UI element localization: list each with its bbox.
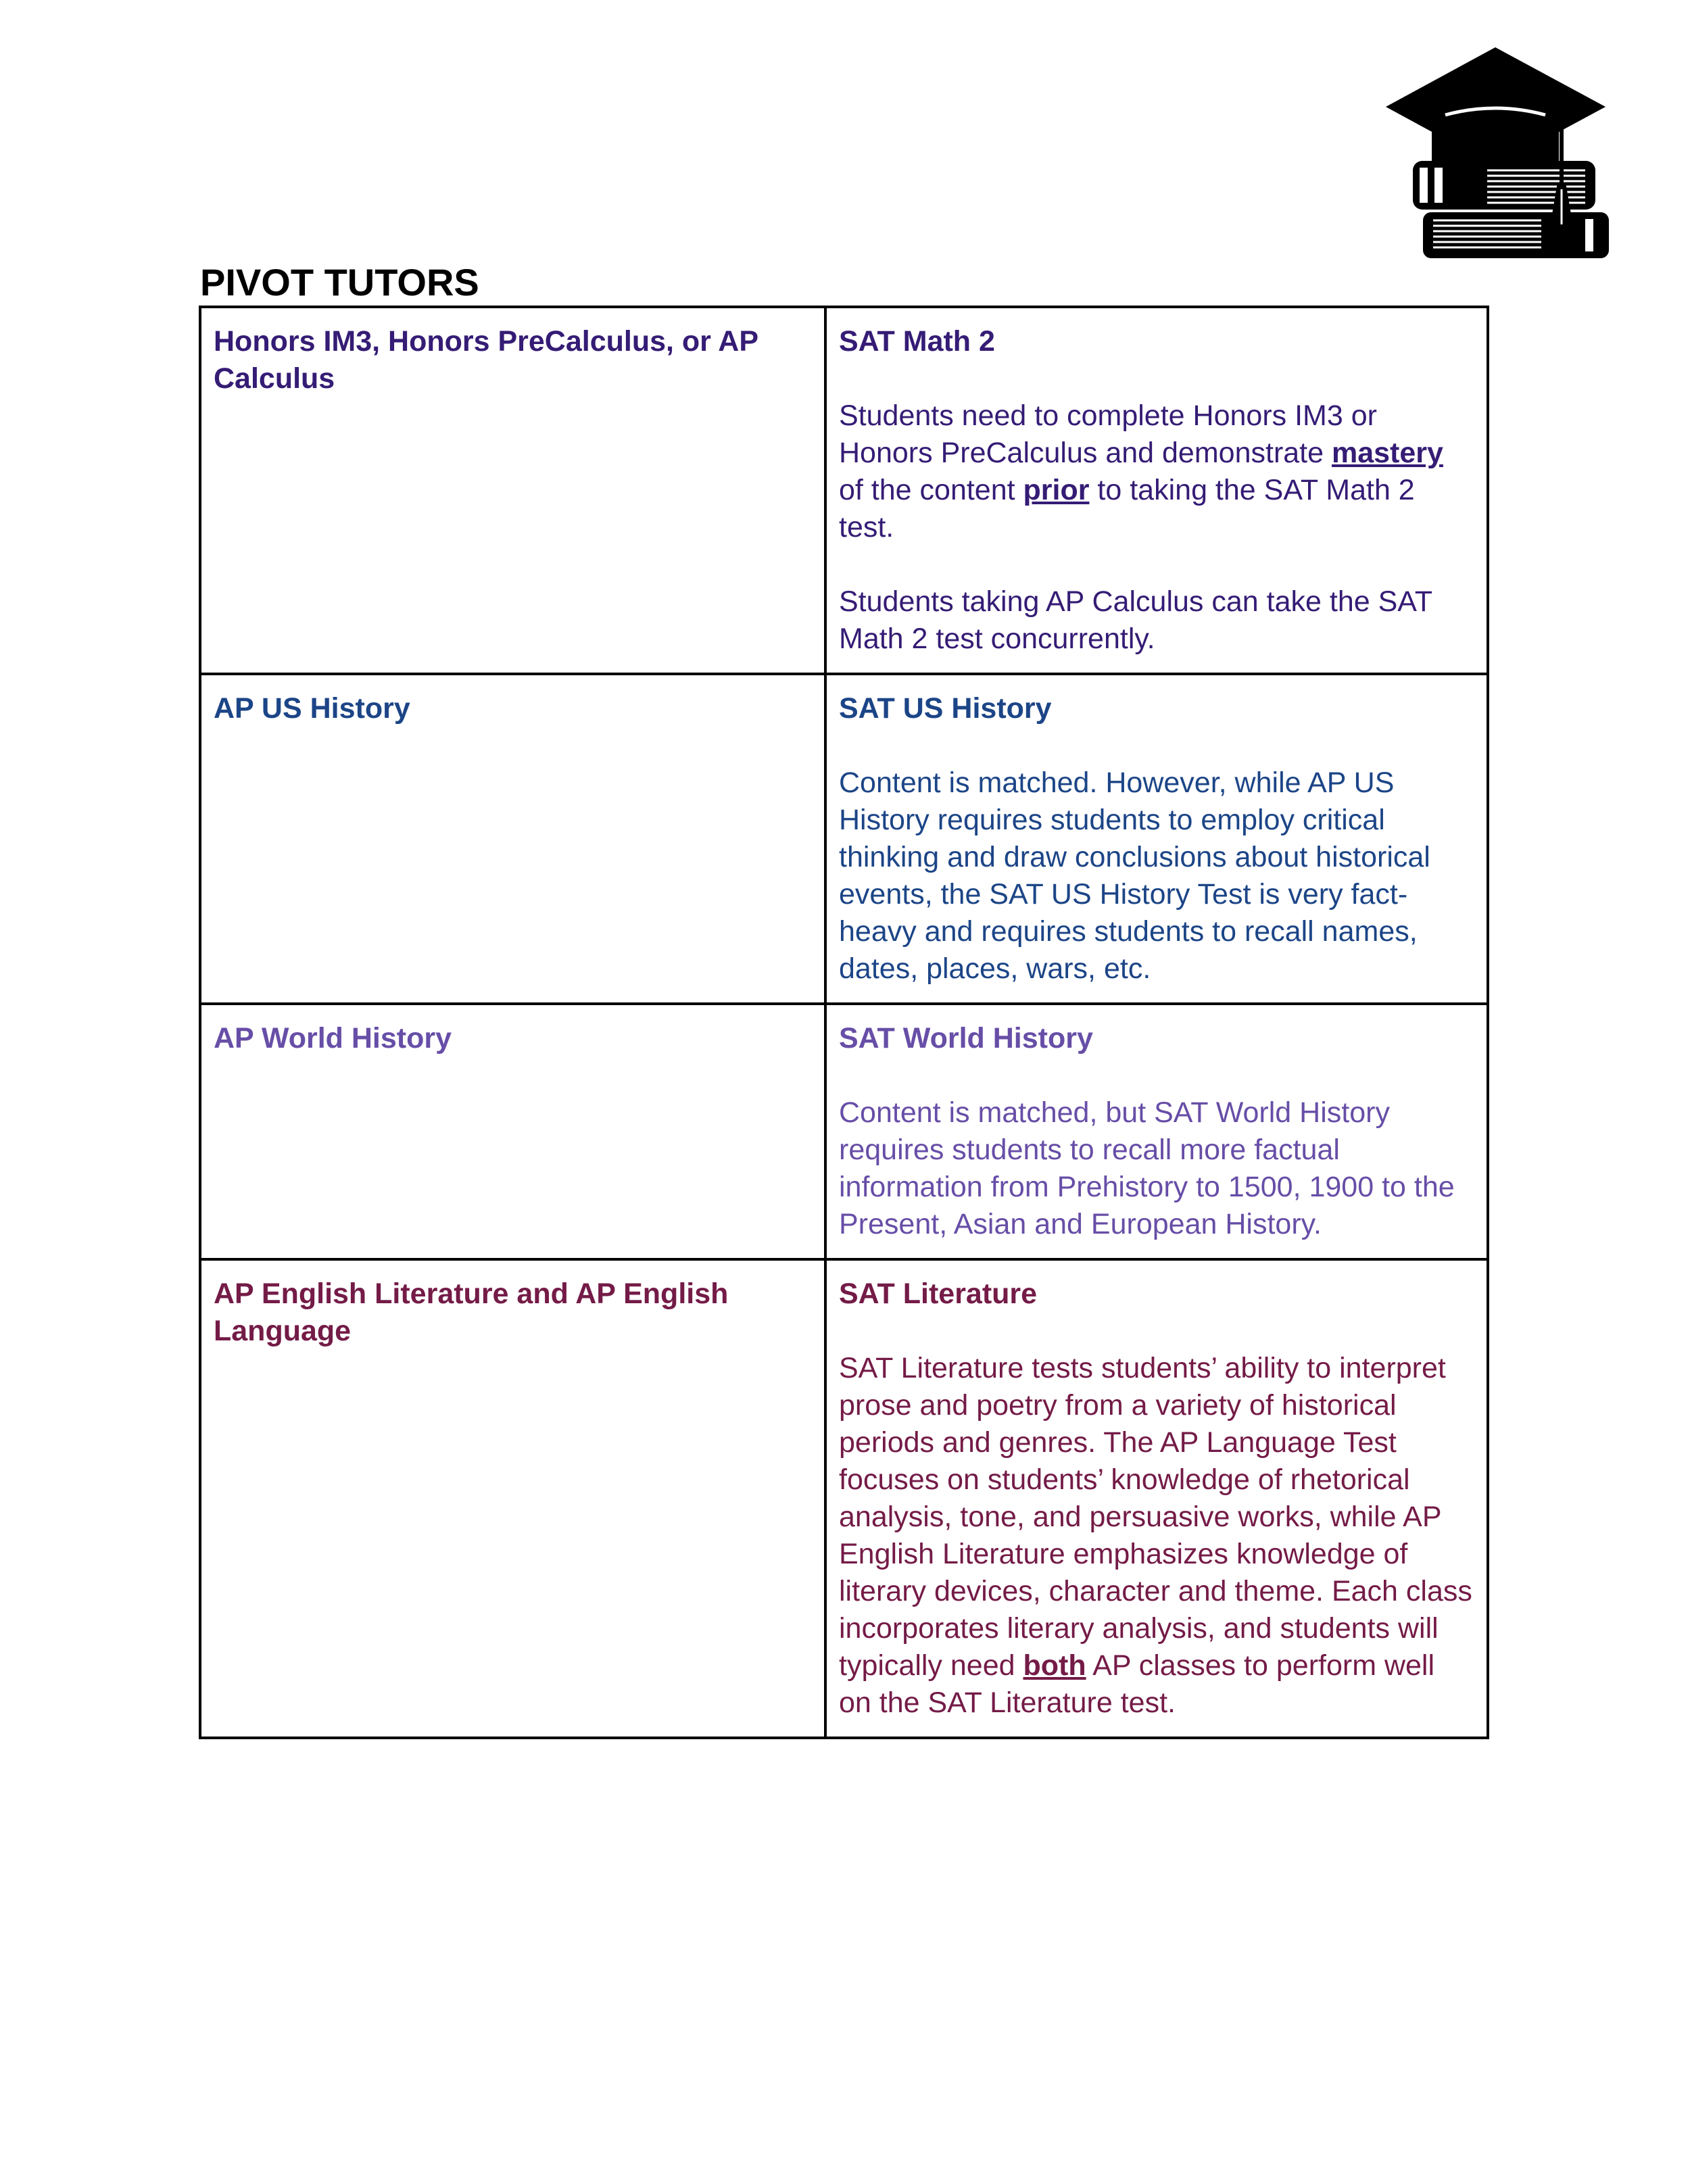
test-name: SAT Math 2 xyxy=(839,325,995,358)
test-note: Students taking AP Calculus can take the SAT Math 2 test concurrently. xyxy=(839,585,1432,655)
emphasis-text: both xyxy=(1023,1649,1086,1682)
course-cell xyxy=(200,674,825,1004)
test-cell xyxy=(825,307,1488,674)
description-text: Students need to complete Honors IM3 or Honors PreCalculus and demonstrate xyxy=(839,399,1377,469)
table-row xyxy=(200,674,1488,1004)
course-comparison-table xyxy=(199,306,1489,1739)
table-row xyxy=(200,1259,1488,1738)
description-text: SAT Literature tests students’ ability to interpret prose and poetry from a variety of historical periods and genres. The AP Language Test focuses on students’ knowledge of rhetorical analysis, tone, and persuasive works, while AP English Literature emphasizes knowledge of literary devices, character and theme. Each class incorporates literary analysis, and students will typically need xyxy=(839,1352,1472,1682)
test-cell xyxy=(825,1004,1488,1259)
course-name: AP World History xyxy=(214,1022,452,1054)
page-title: PIVOT TUTORS xyxy=(200,261,479,304)
course-name: AP US History xyxy=(214,692,410,725)
test-description xyxy=(839,397,1474,546)
test-name: SAT Literature xyxy=(839,1278,1038,1310)
course-cell xyxy=(200,307,825,674)
test-cell xyxy=(825,1259,1488,1738)
description-text: AP classes to perform well on the SAT Literature test. xyxy=(839,1649,1435,1719)
test-description xyxy=(839,1350,1474,1722)
course-name: AP English Literature and AP English Language xyxy=(214,1278,729,1347)
table-row xyxy=(200,307,1488,674)
test-cell xyxy=(825,674,1488,1004)
course-cell xyxy=(200,1004,825,1259)
emphasis-text: mastery xyxy=(1331,437,1443,469)
test-name: SAT World History xyxy=(839,1022,1093,1054)
test-description: Content is matched, but SAT World History requires students to recall more factual information from Prehistory to 1500, 1900 to the Present, Asian and European History. xyxy=(839,1096,1455,1240)
test-description: Content is matched. However, while AP US History requires students to employ critical thinking and draw conclusions about historical events, the SAT US History Test is very fact-heavy and requires students to recall names, dates, places, wars, etc. xyxy=(839,767,1430,985)
emphasis-text: prior xyxy=(1023,474,1090,506)
table-row xyxy=(200,1004,1488,1259)
description-text: of the content xyxy=(839,474,1023,506)
course-cell xyxy=(200,1259,825,1738)
course-name: Honors IM3, Honors PreCalculus, or AP Calculus xyxy=(214,325,758,395)
graduation-cap-on-books-icon xyxy=(1379,47,1612,260)
test-name: SAT US History xyxy=(839,692,1052,725)
description-text: to taking the SAT Math 2 test. xyxy=(839,474,1415,543)
